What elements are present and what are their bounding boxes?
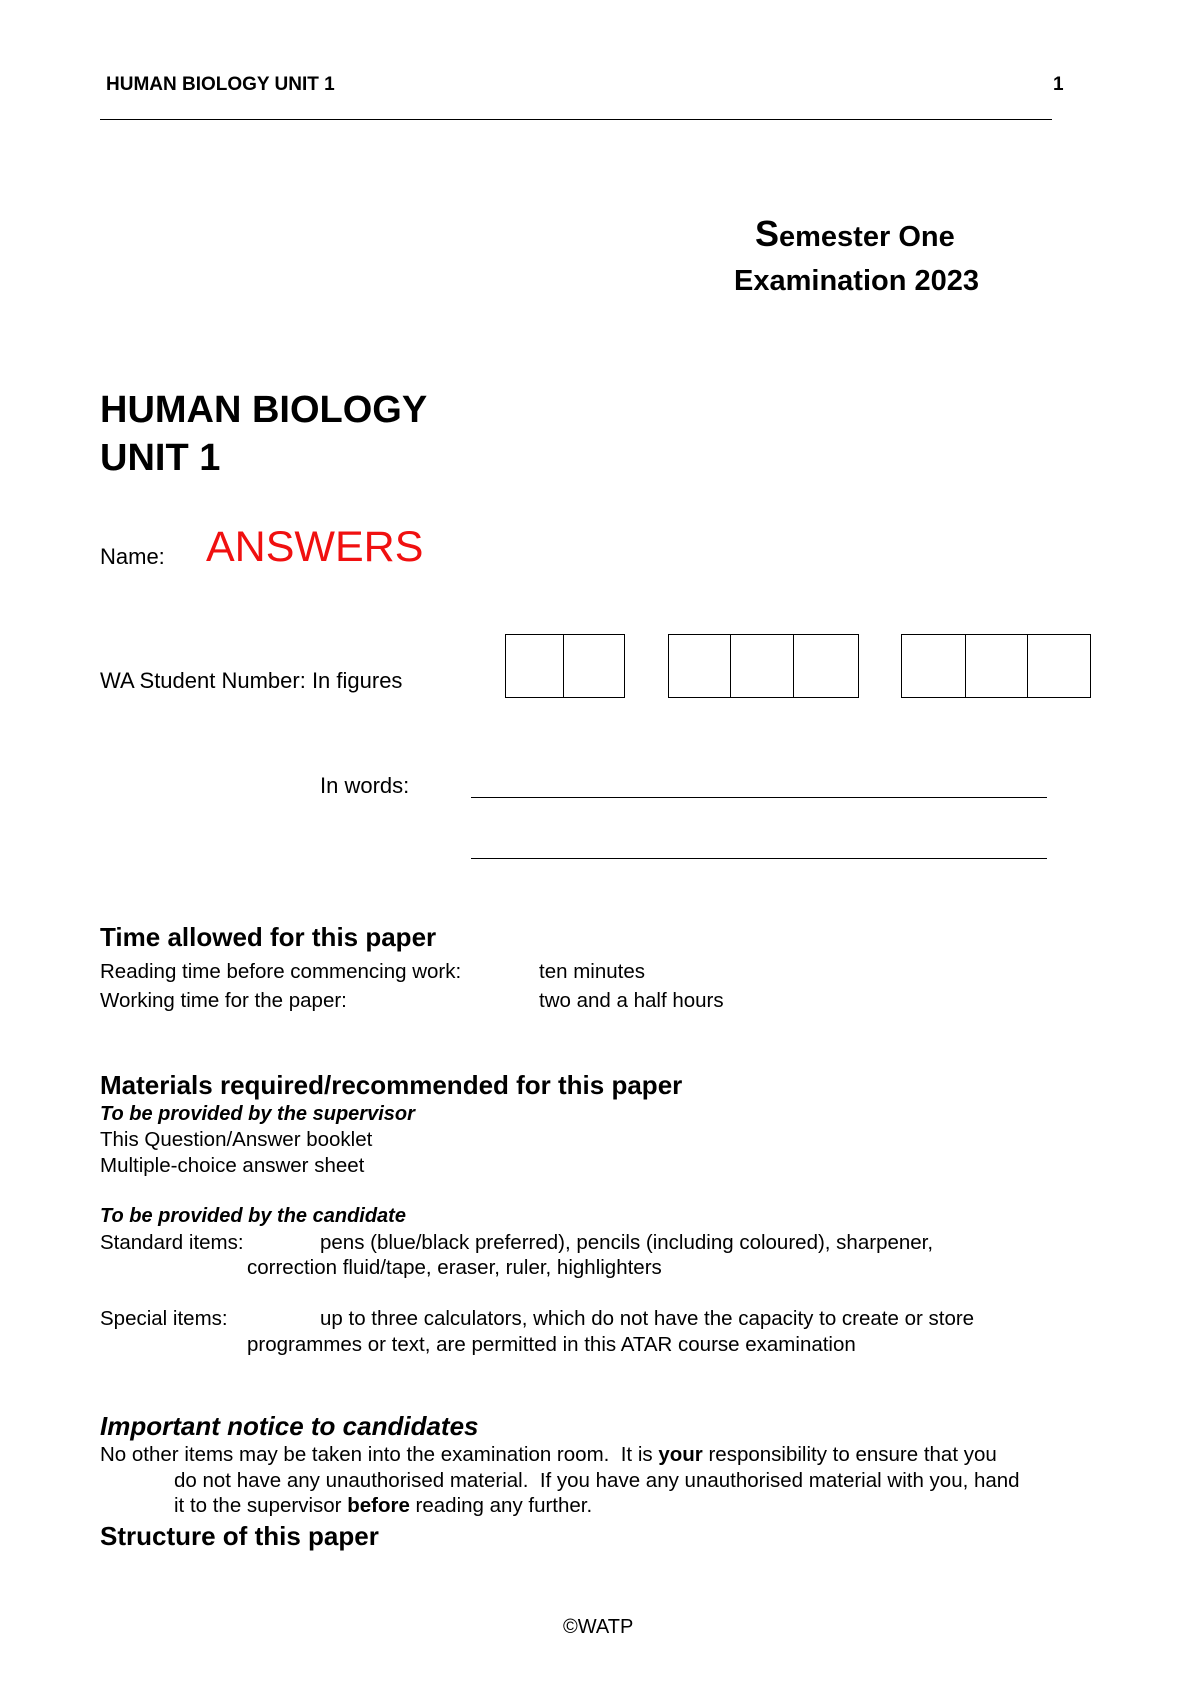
supervisor-item: Multiple-choice answer sheet: [100, 1154, 365, 1177]
notice-emphasis-before: before: [347, 1494, 410, 1517]
digit-box[interactable]: [731, 635, 793, 697]
special-items-line2: programmes or text, are permitted in this ATAR course examination: [247, 1333, 856, 1356]
header-rule: [100, 119, 1052, 120]
working-time-value: two and a half hours: [539, 989, 724, 1012]
digit-box[interactable]: [564, 635, 624, 697]
reading-time-value: ten minutes: [539, 960, 645, 983]
semester-initial: S: [755, 213, 780, 254]
student-number-label: WA Student Number: In figures: [100, 668, 403, 693]
special-items-label: Special items:: [100, 1307, 228, 1330]
subject-title-line1: HUMAN BIOLOGY: [100, 389, 428, 431]
footer-copyright: ©WATP: [563, 1616, 634, 1638]
notice-line3: [174, 1494, 592, 1518]
notice-emphasis-your: your: [658, 1443, 703, 1466]
digit-box[interactable]: [1028, 635, 1090, 697]
supervisor-subheading: To be provided by the supervisor: [100, 1103, 415, 1125]
notice-line2: do not have any unauthorised material. If you have any unauthorised material with you, hand: [174, 1469, 1020, 1492]
in-words-label: In words:: [320, 773, 410, 798]
reading-time-label: Reading time before commencing work:: [100, 960, 462, 983]
student-number-group-1: [505, 634, 625, 698]
name-label: Name:: [100, 544, 165, 569]
notice-text: it to the supervisor: [174, 1494, 348, 1517]
materials-heading: Materials required/recommended for this paper: [100, 1070, 683, 1100]
digit-box[interactable]: [669, 635, 731, 697]
important-notice-heading: Important notice to candidates: [100, 1411, 479, 1441]
name-value: ANSWERS: [206, 523, 424, 571]
structure-heading: Structure of this paper: [100, 1521, 379, 1551]
digit-box[interactable]: [902, 635, 966, 697]
in-words-line-1[interactable]: [471, 797, 1047, 798]
student-number-group-2: [668, 634, 859, 698]
standard-items-label: Standard items:: [100, 1231, 244, 1254]
special-items-line1: up to three calculators, which do not have the capacity to create or store: [320, 1307, 975, 1330]
digit-box[interactable]: [506, 635, 564, 697]
working-time-label: Working time for the paper:: [100, 989, 347, 1012]
in-words-line-2[interactable]: [471, 858, 1047, 859]
digit-box[interactable]: [966, 635, 1027, 697]
notice-text: reading any further.: [409, 1494, 593, 1517]
digit-box[interactable]: [794, 635, 858, 697]
notice-text: No other items may be taken into the examination room. It is: [100, 1443, 659, 1466]
standard-items-line2: correction fluid/tape, eraser, ruler, highlighters: [247, 1256, 662, 1279]
semester-title: [755, 213, 955, 255]
notice-text: responsibility to ensure that you: [702, 1443, 997, 1466]
student-number-group-3: [901, 634, 1091, 698]
semester-rest: emester One: [779, 221, 955, 253]
notice-line1: [100, 1443, 997, 1467]
standard-items-line1: pens (blue/black preferred), pencils (including coloured), sharpener,: [320, 1231, 934, 1254]
supervisor-item: This Question/Answer booklet: [100, 1128, 373, 1151]
candidate-subheading: To be provided by the candidate: [100, 1205, 406, 1227]
page-number: 1: [1053, 74, 1064, 95]
subject-title-line2: UNIT 1: [100, 437, 221, 479]
examination-title: Examination 2023: [734, 265, 979, 297]
running-header-title: HUMAN BIOLOGY UNIT 1: [106, 74, 335, 95]
time-allowed-heading: Time allowed for this paper: [100, 922, 437, 952]
